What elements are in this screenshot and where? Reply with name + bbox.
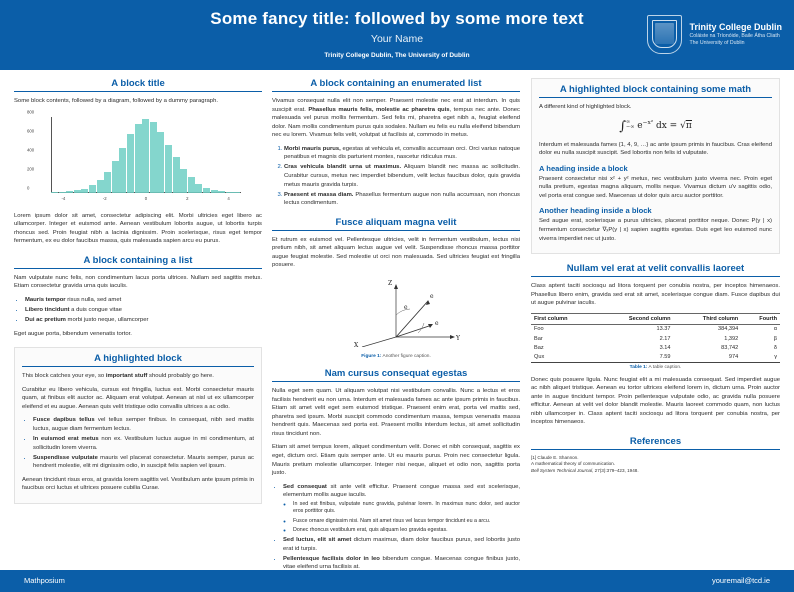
- chart-bar: [188, 177, 195, 192]
- list-item-lead: In euismod erat metus: [33, 436, 99, 443]
- emphasis: important stuff: [105, 373, 148, 380]
- block-title: A block title: [14, 78, 262, 92]
- subheading: A heading inside a block: [539, 163, 628, 173]
- list-item: • Fusce dapibus tellus vel tellus semper finibus. In consequat, nibh sed mattis luctus, augue diam fermentum lectus.: [33, 416, 254, 433]
- table-row: [531, 334, 780, 343]
- page-title: Some fancy title: followed by some more text: [210, 9, 584, 28]
- chart-bar: [74, 190, 81, 192]
- emphasis: Phasellus mauris felis, molestie ac pharetra quis: [308, 106, 450, 113]
- list-item: • Sed luctus, elit sit amet dictum maximus, diam dolor faucibus purus, sed lobortis justo erat id turpis.: [283, 536, 520, 553]
- block-nullam-vel-erat: [531, 263, 780, 427]
- paragraph: Praesent consectetur nisi x² + y² metus, nec vestibulum justo viverra nec. Proin eget nulla pretium, egestas magna aliquam, mollis neque. Vivamus dictum u'v sagittis odio, vel porta erat congue sed. Maecenas ut dolor quis arcu auctor porttitor.: [539, 175, 772, 199]
- chart-y-tick: 800: [27, 109, 35, 115]
- table-row: [531, 343, 780, 352]
- university-logo: [647, 14, 782, 54]
- list-item: • Dui ac pretium morbi justo neque, ullamcorper: [25, 316, 262, 325]
- chart-y-tick: 200: [27, 166, 35, 172]
- paragraph: Some block contents, followed by a diagram, followed by a dummy paragraph.: [14, 98, 218, 104]
- paragraph: Eget augue porta, bibendum venenatis tortor.: [14, 330, 132, 337]
- chart-y-tick: 400: [27, 147, 35, 153]
- logo-line-2: Coláiste na Tríonóide, Baile Átha Cliath: [689, 33, 780, 40]
- paragraph: A different kind of highlighted block.: [539, 104, 632, 110]
- chart-bar: [173, 157, 180, 192]
- paragraph: Vivamus consequat nulla elit non semper. Praesent molestie nec erat at interdum. In quis suscipit erat. Phasellus mauris felis, molestie ac pharetra quis, tempus nec ante. Donec malesuada vel purus mollis fermentum. Sed felis mi, pharetra eget nibh a, feugiat eleifend dolor. Nam mollis condimentum purus quis sodales. Nullam eu felis eu nulla eleifend bibendum nec eu lorem. Vivamus felis velit, volutpat ut facilisis at, commodo in metus.: [272, 98, 520, 139]
- list-item: • Pellentesque facilisis dolor in leo bibendum congue. Maecenas congue finibus justo, vitae eleifend urna facilisis at.: [283, 555, 520, 572]
- paragraph: Class aptent taciti sociosqu ad litora torquent per conubia nostra, per inceptos himenaeos. Phasellus libero enim, gravida sed erat sit amet, scelerisque congue diam. Fusce dapibus dui ut augue pulvinar iaculis.: [531, 283, 780, 307]
- table-cell: 83,742: [721, 344, 739, 351]
- list-item: • Mauris tempor risus nulla, sed amet: [25, 296, 262, 305]
- block-a-block-containing-a-list: [14, 255, 262, 338]
- subheading: Another heading inside a block: [539, 206, 652, 216]
- paragraph: Aenean tincidunt risus eros, at gravida lorem sagittis vel. Vestibulum ante ipsum primis in faucibus orci luctus et ultrices posuere cubilia Curae.: [22, 476, 254, 492]
- table-column-header: First column: [531, 313, 596, 324]
- paragraph: Nam vulputate nunc felis, non condimentum lacus porta ultrices. Nullam sed sagittis metus. Etiam consectetur gravida urna quis iaculis.: [14, 274, 262, 290]
- block-enumerated-list: [272, 78, 520, 208]
- chart-bar: [203, 188, 210, 193]
- sub-list-item: ◦ Fusce ornare dignissim nisi. Nam sit amet risus vel lacus tempor tincidunt eu a arcu.: [293, 518, 520, 526]
- block-title: A block containing a list: [14, 255, 262, 269]
- figure-caption-text: Another figure caption.: [381, 354, 431, 359]
- chart-bar: [104, 172, 111, 192]
- reference-title: A mathematical theory of communication.: [531, 461, 616, 467]
- table-cell: 13.37: [596, 324, 674, 334]
- svg-text:Y: Y: [456, 335, 460, 342]
- sub-list-item: ◦ In sed est finibus, vulputate nunc gravida, pulvinar lorem. In maximus nunc dolor, sed auctor eros porttitor quis.: [293, 501, 520, 516]
- paragraph: Nulla eget sem quam. Ut aliquam volutpat nisi vestibulum convallis. Nunc a lectus et eros facilisis hendrerit eu non urna. Interdum et malesuada fames ac ante ipsum primis in faucibus. Etiam sit amet velit eget sem euismod tristique. Praesent enim erat, porta vel mattis sed, pharetra sed ipsum. Morbi suscipit commodo condimentum massa, tempus venenatis massa hendrerit quis. Maecenas sed porta est. Praesent mollis interdum lectus, sit amet sollicitudin risus tincidunt non.: [272, 388, 520, 437]
- table-cell: 3.14: [659, 344, 671, 351]
- sub-list-item: ◦ Donec rhoncus vestibulum erat, quis aliquam leo gravida egestas.: [293, 527, 520, 535]
- table-header-row: [531, 313, 780, 324]
- table-caption-text: A table caption.: [647, 364, 682, 370]
- list-item-lead: Mauris tempor: [25, 296, 66, 303]
- column-2: [272, 78, 520, 581]
- bullet-list: [14, 296, 262, 325]
- svg-text:e: e: [404, 304, 408, 311]
- table-row: [531, 352, 780, 362]
- table-caption-label: Table 1:: [629, 364, 648, 370]
- block-fusce-aliquam-magna-velit: [272, 217, 520, 359]
- chart-bar: [127, 134, 134, 192]
- list-item-lead: Suspendisse vulputate: [33, 454, 98, 461]
- chart-bar: [66, 191, 73, 192]
- list-item-lead: Cras vehicula blandit urna ut maximus.: [284, 164, 402, 171]
- enumerated-list: [272, 145, 520, 208]
- svg-text:Z: Z: [388, 280, 393, 287]
- list-item: • Sed consequat sit ante velit efficitur. Praesent congue massa sed est scelerisque, elementum mollis augue iaculis. ◦ In sed est finibus, vulputate nunc gravida, pulvinar lorem. In maximus nunc dolor, sed auctor eros porttitor quis. ◦ Fusce ornare dignissim nisi. Nam sit amet risus vel lacus tempor tincidunt eu a arcu. ◦ Donec rhoncus vestibulum erat, quis aliquam leo gravida egestas.: [283, 483, 520, 535]
- svg-text:X: X: [354, 342, 359, 347]
- table-column-header: Third column: [674, 313, 742, 324]
- block-references: [531, 436, 780, 474]
- paragraph: Et rutrum ex euismod vel. Pellentesque ultricies, velit in fermentum vestibulum, lectus nisi pretium nibh, sit amet aliquam lectus augue vel velit. Suspendisse rhoncus massa porttitor augue feugiat molestie. Sed molestie ut orci non malesuada. Sed ultricies feugiat est fringilla posuere.: [272, 236, 520, 269]
- chart-bar: [59, 192, 66, 193]
- chart-x-tick: 4: [227, 195, 230, 201]
- list-item: 1. Morbi mauris purus, egestas at vehicula et, convallis accumsan orci. Orci varius natoque penatibus et magnis dis parturient montes, nascetur ridiculus mus.: [284, 145, 520, 162]
- bullet-list: [272, 483, 520, 572]
- histogram-chart: [25, 111, 251, 206]
- chart-bar: [51, 192, 58, 193]
- table-column-header: Fourth: [741, 313, 780, 324]
- list-item-lead: Fusce dapibus tellus: [33, 417, 95, 424]
- list-item-lead: Morbi mauris purus,: [284, 145, 341, 152]
- reference-authors: Claude E. Shannon.: [537, 454, 579, 460]
- figure-caption-label: Figure 1:: [361, 354, 382, 359]
- equation: ∫∞ −∞ $e^{-x^2}$ dx = √π: [619, 118, 692, 134]
- bullet-list: [22, 416, 254, 470]
- table-cell: 974: [674, 352, 742, 362]
- paragraph: Sed augue erat, scelerisque a purus ultricies, placerat porttitor neque. Donec P(y | x) fermentum consectetur ∇ₓP(y | x) sapien sagittis egestas. Duis eget leo euismod nunc viverra imperdiet nec ut justo.: [539, 218, 772, 242]
- chart-bar: [81, 189, 88, 193]
- chart-x-tick: 0: [144, 195, 148, 201]
- chart-bar: [218, 191, 225, 192]
- table-cell: 7.59: [596, 352, 674, 362]
- sub-list: [283, 501, 520, 535]
- chart-y-tick: 600: [27, 128, 35, 134]
- vector-diagram: [282, 275, 510, 347]
- paragraph: Curabitur eu libero vehicula, cursus est fringilla, luctus est. Morbi consectetur mauris quam, at finibus elit auctor ac. Aliquam erat volutpat. Aenean at nisl ut ex ullamcorper eleifend et eu augue. Aenean quis velit tristique odio convallis ultrices a ac odio.: [22, 386, 254, 410]
- author-name: Your Name: [370, 33, 424, 45]
- table-cell: Bar: [534, 335, 543, 342]
- block-title: References: [531, 436, 780, 450]
- svg-text:e: e: [430, 293, 434, 300]
- reference-venue: Bell System Technical Journal: [531, 467, 593, 473]
- paragraph: Donec quis posuere ligula. Nunc feugiat elit a mi malesuada consequat. Sed imperdiet augue ac nibh aliquet tristique. Aenean eu tortor ultrices eleifend lorem in, dictum urna. Proin auctor ante in augue tincidunt tempor. Proin pellentesque vulputate odio, ac gravida nulla posuere efficitur. Aenean at velit vel dolor blandit molestie. Mauris laoreet commodo quam, non luctus nibh ullamcorper in. Class aptent taciti sociosqu ad litora torquent per conubia nostra, per inceptos himenaeos.: [531, 376, 780, 426]
- paragraph: This block catches your eye, so important stuff should probably go here.: [22, 373, 214, 380]
- chart-bar: [157, 132, 164, 193]
- list-item-lead: Pellentesque facilisis dolor in leo: [283, 555, 380, 562]
- table-body: [531, 324, 780, 362]
- poster-footer: [0, 570, 794, 592]
- list-item-lead: Sed consequat: [283, 483, 327, 490]
- chart-y-tick: 0: [27, 185, 30, 191]
- crest-icon: [647, 15, 682, 54]
- chart-bar: [165, 145, 172, 193]
- block-a-highlighted-block: [14, 347, 262, 504]
- list-item-lead: Praesent et massa diam.: [284, 191, 354, 198]
- reference-number: [1]: [531, 454, 538, 460]
- block-highlighted-math: [531, 78, 780, 254]
- svg-text:e: e: [435, 320, 439, 327]
- table-cell: Foo: [531, 324, 596, 334]
- paragraph: Lorem ipsum dolor sit amet, consectetur adipiscing elit. Morbi ultricies eget libero ac ullamcorper. Integer et euismod ante. Aenean vestibulum lobortis augue, ut lobortis turpis rhoncus sed. Proin feugiat nibh a lacinia dignissim. Proin scelerisque, risus eget tempor fermentum, ex eu dolor faucibus massa, quis malesuada sapien arcu eu purus.: [14, 212, 262, 245]
- institution-line: Trinity College Dublin, The University of Dublin: [324, 52, 470, 59]
- chart-bar: [180, 169, 187, 193]
- figure-1: [282, 275, 510, 352]
- chart-bar: [150, 122, 157, 192]
- list-item-lead: Libero tincidunt: [25, 307, 70, 313]
- block-title: A highlighted block containing some math: [539, 84, 772, 98]
- block-title: Fusce aliquam magna velit: [272, 217, 520, 231]
- chart-bar: [135, 124, 142, 192]
- table-cell: γ: [741, 352, 780, 362]
- list-item: • In euismod erat metus non ex. Vestibulum luctus augue in mi condimentum, at sollicitudin lorem viverra.: [33, 435, 254, 452]
- paragraph: Interdum et malesuada fames {1, 4, 9, …} ac ante ipsum primis in faucibus. Cras eleifend dolor eu nulla suscipit suscipit. Sed lobortis non felis id vulputate.: [539, 141, 772, 157]
- chart-x-tick: 2: [186, 195, 189, 201]
- chart-bar: [211, 190, 218, 192]
- paragraph: Etiam sit amet tempus lorem, aliquet condimentum velit. Donec et nibh consequat, sagittis ex eget, dictum orci. Etiam quis semper ante. Ut eu mauris purus. Proin nec consectetur ligula. Mauris pretium molestie ullamcorper. Integer nisi neque, aliquet et odio non, sagittis porta justo.: [272, 444, 520, 477]
- footer-email: youremail@tcd.ie: [711, 576, 770, 585]
- chart-bar: [112, 161, 119, 192]
- list-item: 3. Praesent et massa diam. Phasellus fermentum augue non nulla accumsan, non rhoncus lectus condimentum.: [284, 191, 520, 208]
- table-cell: Baz: [534, 344, 544, 351]
- list-item: • Suspendisse vulputate mauris vel placerat consectetur. Mauris semper, purus ac hendrerit molestie, elit mi dignissim odio, in suscipit felis sapien vel ipsum.: [33, 454, 254, 471]
- list-item-lead: Dui ac pretium: [25, 317, 66, 324]
- table-cell: α: [741, 324, 780, 334]
- chart-bar: [142, 119, 149, 192]
- column-1: [14, 78, 262, 513]
- chart-bar: [119, 148, 126, 193]
- table-cell: 1,392: [724, 335, 739, 342]
- reference-details: , 27(3):379–423, 1948.: [592, 467, 639, 473]
- chart-bar: [97, 180, 104, 192]
- reference-item: [531, 455, 780, 474]
- poster-header: [0, 0, 794, 70]
- table-row: [531, 324, 780, 334]
- table-cell: δ: [773, 344, 777, 351]
- chart-x-tick: -2: [102, 195, 107, 201]
- list-item: 2. Cras vehicula blandit urna ut maximus. Aliquam blandit nec massa ac sollicitudin. Curabitur cursus, metus nec imperdiet bibendum, velit lectus faucibus dolor, quis gravida metus mauris gravida turpis.: [284, 163, 520, 189]
- table-cell: 2.17: [659, 335, 671, 342]
- logo-text: [689, 22, 782, 46]
- table-cell: 384,394: [674, 324, 742, 334]
- chart-bars: [51, 117, 241, 193]
- reference-list: [531, 455, 780, 474]
- block-title: A block containing an enumerated list: [272, 78, 520, 92]
- footer-event-name: Mathposium: [24, 576, 65, 585]
- logo-line-1: Trinity College Dublin: [689, 21, 782, 32]
- chart-bar: [195, 184, 202, 193]
- table-cell: Qux: [531, 352, 596, 362]
- block-title: A highlighted block: [22, 353, 254, 367]
- table-caption: [531, 365, 780, 370]
- data-table: [531, 313, 780, 363]
- logo-line-3: The University of Dublin: [689, 39, 745, 46]
- block-title: Nullam vel erat at velit convallis laoreet: [531, 263, 780, 277]
- chart-bar: [89, 185, 96, 192]
- column-3: [531, 78, 780, 483]
- chart-bar: [226, 192, 233, 193]
- block-a-block-title: [14, 78, 262, 246]
- block-nam-cursus-consequat-egestas: [272, 368, 520, 572]
- chart-bar: [233, 192, 240, 193]
- list-item: • Libero tincidunt a duis congue vitae: [25, 306, 262, 315]
- table-cell: β: [773, 335, 777, 342]
- table-column-header: Second column: [596, 313, 674, 324]
- list-item-lead: Sed luctus, elit sit amet: [283, 536, 352, 543]
- figure-caption: [272, 354, 520, 359]
- block-title: Nam cursus consequat egestas: [272, 368, 520, 382]
- chart-x-tick: -4: [61, 195, 66, 201]
